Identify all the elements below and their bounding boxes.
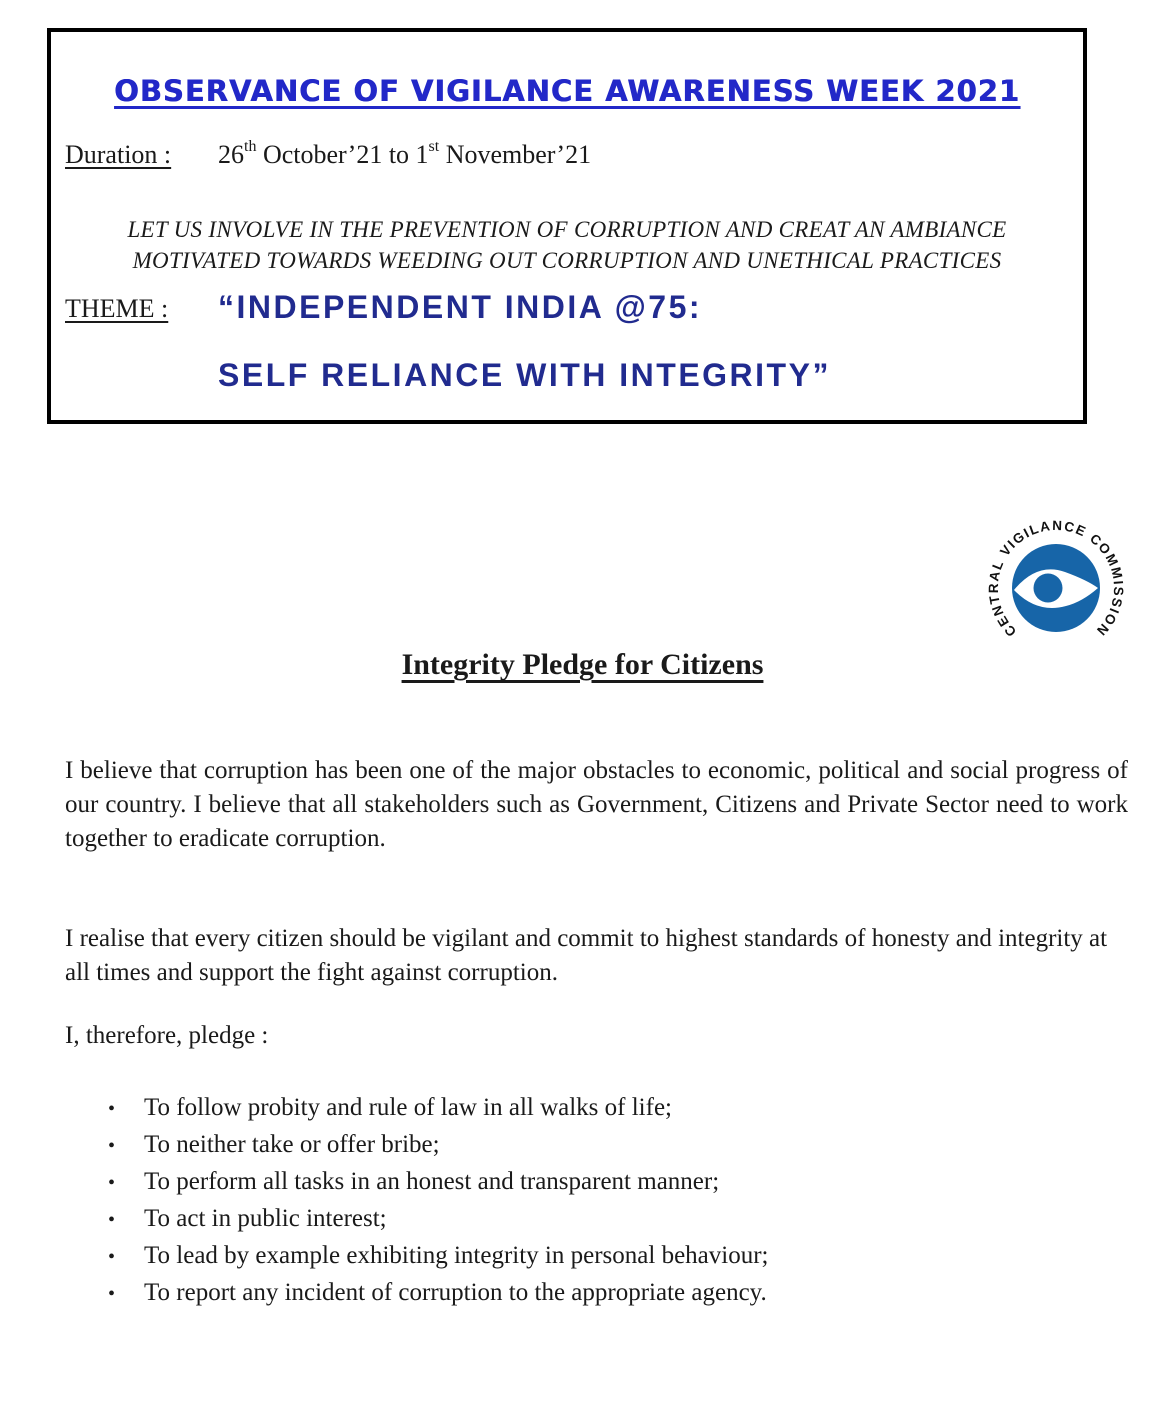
bullet-icon: • bbox=[108, 1209, 116, 1231]
theme-row bbox=[65, 289, 1069, 393]
pledge-heading: Integrity Pledge for Citizens bbox=[401, 648, 764, 681]
logo-iris bbox=[1034, 574, 1063, 603]
duration-value bbox=[218, 140, 591, 170]
logo-ring-text: CENTRAL VIGILANCE COMMISSION bbox=[985, 517, 1127, 640]
bullet-icon: • bbox=[108, 1135, 116, 1157]
list-item bbox=[108, 1238, 1098, 1275]
list-item bbox=[108, 1275, 1098, 1312]
list-item-text: To neither take or offer bribe; bbox=[144, 1131, 440, 1158]
bullet-icon: • bbox=[108, 1283, 116, 1305]
list-item bbox=[108, 1127, 1098, 1164]
duration-row bbox=[65, 140, 1069, 180]
list-item-text: To act in public interest; bbox=[144, 1205, 387, 1232]
duration-end: November’21 bbox=[439, 140, 592, 169]
duration-middle: October’21 to 1 bbox=[256, 140, 429, 169]
pledge-list bbox=[108, 1090, 1098, 1312]
bullet-icon: • bbox=[108, 1246, 116, 1268]
slogan bbox=[51, 214, 1083, 276]
list-item-text: To perform all tasks in an honest and transparent manner; bbox=[144, 1168, 720, 1195]
list-item-text: To follow probity and rule of law in all walks of life; bbox=[144, 1094, 672, 1121]
pledge-paragraph-2: I realise that every citizen should be vigilant and commit to highest standards of honesty and integrity at all times and support the fight against corruption. bbox=[65, 925, 1108, 986]
list-item-text: To lead by example exhibiting integrity in personal behaviour; bbox=[144, 1242, 769, 1269]
page-title: OBSERVANCE OF VIGILANCE AWARENESS WEEK 2021 bbox=[114, 74, 1020, 108]
pledge-intro: I, therefore, pledge : bbox=[65, 1022, 269, 1049]
theme-value bbox=[218, 288, 831, 394]
bullet-icon: • bbox=[108, 1098, 116, 1120]
list-item bbox=[108, 1090, 1098, 1127]
cvc-logo-icon bbox=[980, 508, 1132, 654]
slogan-line-2: MOTIVATED TOWARDS WEEDING OUT CORRUPTION AND UNETHICAL PRACTICES bbox=[132, 248, 1002, 273]
slogan-line-1: LET US INVOLVE IN THE PREVENTION OF CORRUPTION AND CREAT AN AMBIANCE bbox=[127, 217, 1007, 242]
pledge-paragraph-1: I believe that corruption has been one of the major obstacles to economic, political and social progress of our country. I believe that all stakeholders such as Government, Citizens and Private Sector need to work together to eradicate corruption. bbox=[65, 757, 1128, 852]
duration-day1: 26 bbox=[218, 140, 244, 169]
theme-label: THEME : bbox=[65, 294, 169, 323]
list-item bbox=[108, 1164, 1098, 1201]
bullet-icon: • bbox=[108, 1172, 116, 1194]
theme-line-2: SELF RELIANCE WITH INTEGRITY” bbox=[218, 357, 831, 393]
list-item-text: To report any incident of corruption to the appropriate agency. bbox=[144, 1279, 767, 1306]
cvc-logo bbox=[980, 508, 1132, 654]
duration-sup1: th bbox=[244, 138, 257, 156]
list-item bbox=[108, 1201, 1098, 1238]
header-box bbox=[47, 28, 1087, 424]
theme-line-1: “INDEPENDENT INDIA @75: bbox=[218, 289, 703, 325]
duration-sup2: st bbox=[428, 138, 440, 156]
duration-label: Duration : bbox=[65, 140, 172, 169]
